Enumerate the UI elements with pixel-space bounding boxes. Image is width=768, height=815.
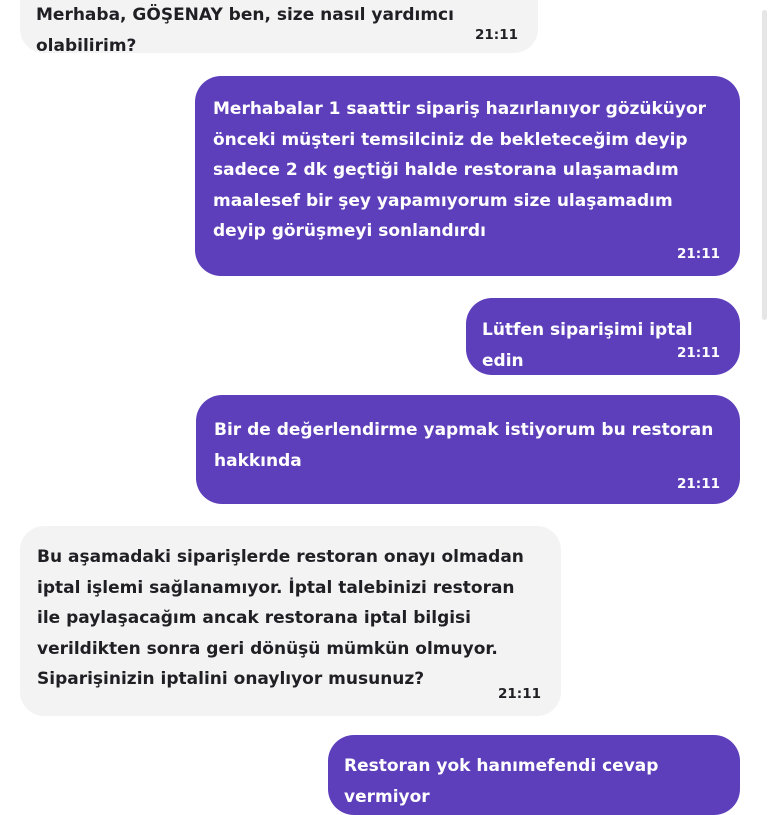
incoming-message-bubble	[20, 526, 561, 716]
message-time: 21:11	[498, 686, 541, 702]
message-text: Bu aşamadaki siparişlerde restoran onayı olmadan iptal işlemi sağlanamıyor. İptal talebinizi restoran ile paylaşacağım ancak restorana iptal bilgisi verildikten sonra geri dönüşü mümkün olmuyor. Siparişinizin iptalini onaylıyor musunuz?	[37, 547, 524, 689]
outgoing-message-bubble	[195, 76, 740, 276]
message-time: 21:11	[475, 27, 518, 43]
message-time: 21:11	[677, 246, 720, 262]
message-time: 21:11	[677, 476, 720, 492]
message-text: Merhabalar 1 saattir sipariş hazırlanıyor gözüküyor önceki müşteri temsilciniz de bekleteceğim deyip sadece 2 dk geçtiği halde restorana ulaşamadım maalesef bir şey yapamıyorum size ulaşamadım deyip görüşmeyi sonlandırdı	[213, 99, 707, 241]
outgoing-message-bubble	[466, 298, 740, 375]
message-text: Lütfen siparişimi iptal edin	[482, 320, 693, 371]
message-text: Merhaba, GÖŞENAY ben, size nasıl yardımcı olabilirim?	[36, 5, 454, 56]
message-time: 21:11	[677, 345, 720, 361]
message-text: Bir de değerlendirme yapmak istiyorum bu restoran hakkında	[214, 420, 714, 471]
outgoing-message-bubble	[328, 735, 740, 815]
message-text: Restoran yok hanımefendi cevap vermiyor	[344, 756, 659, 807]
scrollbar-thumb[interactable]	[762, 10, 767, 320]
scrollbar[interactable]	[760, 0, 768, 768]
incoming-message-bubble	[20, 0, 538, 56]
outgoing-message-bubble	[196, 395, 740, 504]
